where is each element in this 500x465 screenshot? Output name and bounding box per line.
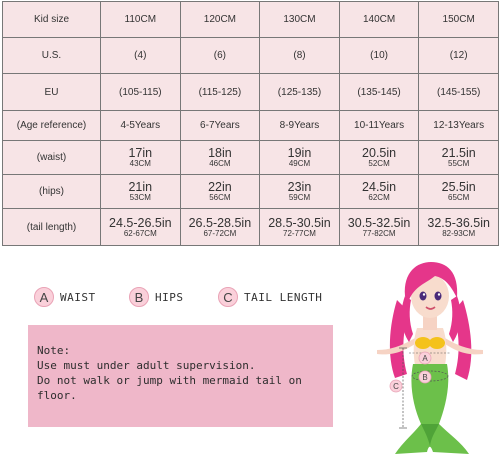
inch-value: 21.5in <box>441 146 476 160</box>
table-cell <box>101 209 181 246</box>
table-cell: (10) <box>339 38 419 74</box>
cm-value: 62CM <box>368 193 390 202</box>
cm-value: 59CM <box>288 193 311 202</box>
cm-value: 77-82CM <box>362 228 396 238</box>
legend-marker-c: C <box>218 287 238 307</box>
table-cell: (4) <box>101 38 181 74</box>
cm-value: 72-77CM <box>283 228 316 238</box>
table-cell: 6-7Years <box>180 111 260 141</box>
table-cell <box>180 175 260 209</box>
inch-value: 22in <box>208 180 232 194</box>
cm-value: 53CM <box>129 193 151 202</box>
table-cell: 8-9Years <box>260 111 340 141</box>
table-cell <box>260 175 340 209</box>
table-cell: (145-155) <box>419 74 499 111</box>
legend-item-waist <box>34 286 96 308</box>
inch-value: 25.5in <box>441 180 476 194</box>
legend-marker-a: A <box>34 287 54 307</box>
row-label-us: U.S. <box>3 38 101 74</box>
marker-c-label: C <box>393 381 399 391</box>
table-cell <box>339 175 419 209</box>
table-cell <box>419 141 499 175</box>
row-label-hips: (hips) <box>3 175 101 209</box>
size-chart-table <box>2 1 499 246</box>
inch-value: 18in <box>208 146 232 160</box>
table-row-waist <box>3 141 499 175</box>
table-cell: (135-145) <box>339 74 419 111</box>
table-row-us <box>3 38 499 74</box>
table-cell: 12-13Years <box>419 111 499 141</box>
table-cell: (8) <box>260 38 340 74</box>
table-cell: (125-135) <box>260 74 340 111</box>
inch-value: 23in <box>287 180 312 194</box>
mermaid-neck <box>423 316 437 330</box>
row-label-kid-size: Kid size <box>3 2 101 38</box>
note-line: floor. <box>37 389 77 402</box>
header-cell: 130CM <box>260 2 340 38</box>
table-cell: (115-125) <box>180 74 260 111</box>
inch-value: 21in <box>128 180 153 194</box>
row-label-tail-length: (tail length) <box>3 209 101 246</box>
cm-value: 49CM <box>288 159 311 168</box>
note-title: Note: <box>37 344 71 357</box>
table-cell <box>419 175 499 209</box>
mermaid-tail <box>395 364 469 454</box>
table-cell <box>339 141 419 175</box>
mermaid-eye-shine-right <box>438 293 440 295</box>
marker-a-label: A <box>422 353 428 363</box>
cm-value: 55CM <box>448 159 470 168</box>
table-cell <box>260 209 340 246</box>
cm-value: 62-67CM <box>123 228 157 238</box>
table-cell: (12) <box>419 38 499 74</box>
table-row-tail-length <box>3 209 499 246</box>
mermaid-bra-left <box>415 337 431 349</box>
table-row-age <box>3 111 499 141</box>
table-cell <box>419 209 499 246</box>
table-cell: (6) <box>180 38 260 74</box>
inch-value: 28.5-30.5in <box>268 215 331 230</box>
header-cell: 140CM <box>339 2 419 38</box>
row-label-waist: (waist) <box>3 141 101 175</box>
row-label-age: (Age reference) <box>3 111 101 141</box>
legend-item-tail-length <box>218 286 322 308</box>
mermaid-bra-right <box>429 337 445 349</box>
cm-value: 56CM <box>209 193 231 202</box>
inch-value: 20.5in <box>362 146 397 160</box>
cm-value: 52CM <box>368 159 390 168</box>
table-cell <box>339 209 419 246</box>
table-cell <box>101 175 181 209</box>
cm-value: 82-93CM <box>442 228 476 238</box>
table-cell <box>180 209 260 246</box>
mermaid-eye-shine-left <box>423 293 425 295</box>
cm-value: 46CM <box>209 159 231 168</box>
legend-marker-b: B <box>129 287 149 307</box>
mermaid-eye-left <box>420 292 427 301</box>
header-cell: 110CM <box>101 2 181 38</box>
table-cell: 10-11Years <box>339 111 419 141</box>
cm-value: 65CM <box>448 193 470 202</box>
legend-item-hips <box>129 286 184 308</box>
table-cell: (105-115) <box>101 74 181 111</box>
inch-value: 30.5-32.5in <box>347 215 411 230</box>
cm-value: 43CM <box>129 159 151 168</box>
table-row-eu <box>3 74 499 111</box>
legend-label-hips: HIPS <box>155 290 184 304</box>
row-label-eu: EU <box>3 74 101 111</box>
table-cell <box>260 141 340 175</box>
table-cell <box>101 141 181 175</box>
header-cell: 150CM <box>419 2 499 38</box>
legend-label-tail-length: TAIL LENGTH <box>244 290 323 304</box>
inch-value: 19in <box>287 146 312 160</box>
marker-b-label: B <box>422 372 428 382</box>
inch-value: 26.5-28.5in <box>188 215 252 230</box>
note-line: Use must under adult supervision. <box>37 359 256 372</box>
inch-value: 24.5-26.5in <box>109 215 172 230</box>
inch-value: 17in <box>128 146 153 160</box>
table-row-hips <box>3 175 499 209</box>
table-row-kid-size <box>3 2 499 38</box>
header-cell: 120CM <box>180 2 260 38</box>
table-cell: 4-5Years <box>101 111 181 141</box>
legend-label-waist: WAIST <box>60 290 96 304</box>
inch-value: 24.5in <box>362 180 397 194</box>
mermaid-illustration <box>365 256 495 462</box>
cm-value: 67-72CM <box>203 228 237 238</box>
measurement-legend <box>34 286 364 310</box>
mermaid-eye-right <box>435 292 442 301</box>
inch-value: 32.5-36.5in <box>427 215 490 230</box>
table-cell <box>180 141 260 175</box>
note-box <box>28 325 333 427</box>
note-line: Do not walk or jump with mermaid tail on <box>37 374 302 387</box>
